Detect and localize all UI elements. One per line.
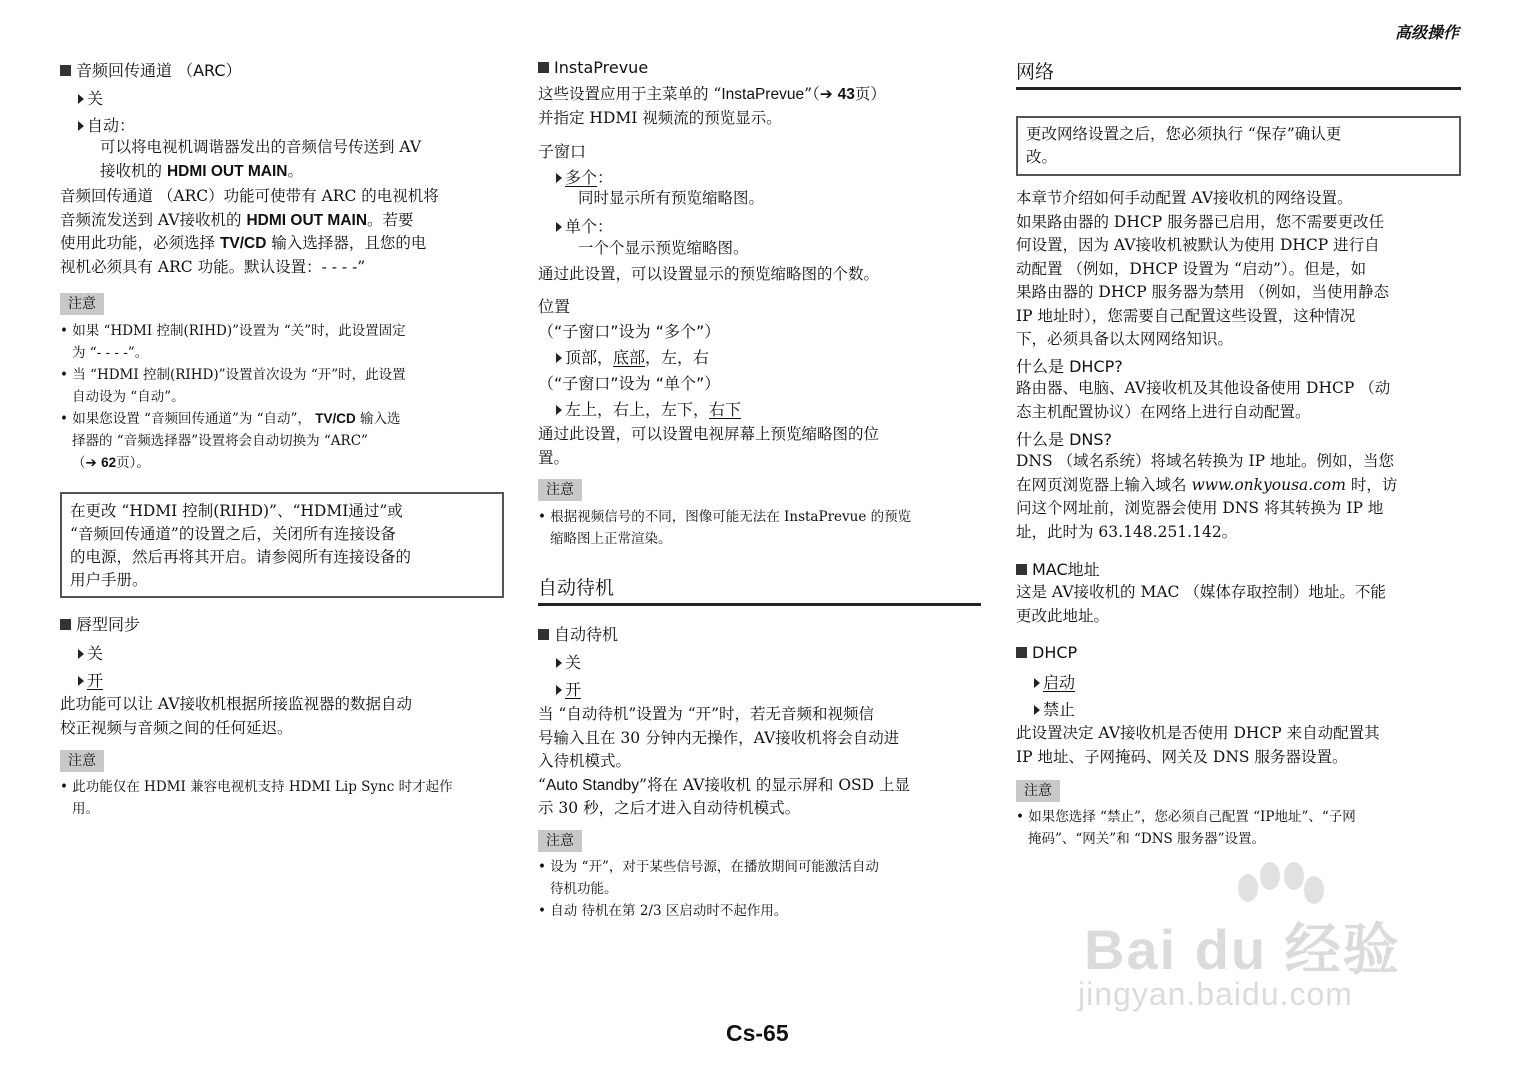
triangle-bullet-icon [78, 676, 84, 686]
arc-heading: 音频回传通道 （ARC） [60, 58, 242, 81]
triangle-bullet-icon [556, 222, 562, 232]
dhcp-paragraph: 此设置决定 AV接收机是否使用 DHCP 来自动配置其 IP 地址、子网掩码、网关及 DNS 服务器设置。 [1016, 724, 1380, 766]
square-bullet-icon [60, 65, 71, 76]
dhcp-notes [1016, 806, 1461, 850]
subwindow-single-desc: 一个个显示预览缩略图。 [578, 239, 749, 257]
triangle-bullet-icon [1034, 705, 1040, 715]
hdmi-warning-box: 在更改 “HDMI 控制(RIHD)”、“HDMI通过”或 “音频回传通道”的设置之后，关闭所有连接设备 的电源，然后再将其开启。请参阅所有连接设备的 用户手册。 [60, 492, 504, 598]
watermark-url: jingyan.baidu.com [1078, 976, 1353, 1012]
arc-auto-desc: 可以将电视机调谐器发出的音频信号传送到 AV 接收机的 HDMI OUT MAIN。 [100, 138, 422, 180]
square-bullet-icon [538, 62, 549, 73]
square-bullet-icon [1016, 647, 1027, 658]
header-title: 高级操作 [1394, 23, 1459, 42]
page-number: Cs-65 [726, 1020, 789, 1046]
auto-standby-option-off: 关 [556, 650, 581, 673]
note-label: 注意 [538, 479, 582, 501]
triangle-bullet-icon [556, 405, 562, 415]
position-single-options: 左上，右上，左下，右下 [556, 397, 741, 420]
lipsync-paragraph: 此功能可以让 AV接收机根据所接监视器的数据自动 校正视频与音频之间的任何延迟。 [60, 695, 413, 737]
square-bullet-icon [60, 619, 71, 630]
arc-option-auto: 自动： [78, 113, 135, 136]
note-item: • 如果 “HDMI 控制(RIHD)”设置为 “关”时，此设置固定 为 “- - - -”。 [60, 320, 504, 364]
instaprevue-heading: InstaPrevue [538, 58, 648, 77]
position-single-condition: （“子窗口”设为 “单个”） [538, 374, 721, 393]
dhcp-option-off: 禁止 [1034, 697, 1075, 720]
arc-option-off: 关 [78, 86, 103, 109]
lipsync-notes [60, 776, 504, 820]
note-item: • 当 “HDMI 控制(RIHD)”设置首次设为 “开”时，此设置 自动设为 “自动”。 [60, 364, 504, 408]
triangle-bullet-icon [556, 685, 562, 695]
mac-heading: MAC地址 [1016, 557, 1100, 580]
note-item: • 如果您选择 “禁止”，您必须自己配置 “IP地址”、“子网 掩码”、“网关”和 “DNS 服务器”设置。 [1016, 806, 1461, 850]
triangle-bullet-icon [78, 121, 84, 131]
position-multi-condition: （“子窗口”设为 “多个”） [538, 322, 721, 341]
note-item: • 如果您设置 “音频回传通道”为 “自动”， TV/CD 输入选 择器的 “音频选择器”设置将会自动切换为 “ARC” （➔ 62页）。 [60, 408, 504, 474]
note-item: • 根据视频信号的不同，图像可能无法在 InstaPrevue 的预览 缩略图上正常渲染。 [538, 506, 981, 550]
instaprevue-notes [538, 506, 981, 550]
note-item: • 设为 “开”，对于某些信号源，在播放期间可能激活自动 待机功能。 [538, 856, 981, 900]
triangle-bullet-icon [78, 649, 84, 659]
dhcp-question: 什么是 DHCP? [1016, 357, 1123, 376]
note-label: 注意 [538, 830, 582, 852]
dhcp-heading: DHCP [1016, 643, 1077, 662]
network-section-title: 网络 [1016, 57, 1461, 90]
triangle-bullet-icon [556, 353, 562, 363]
instaprevue-paragraph: 这些设置应用于主菜单的 “InstaPrevue”（➔ 43页） 并指定 HDMI 视频流的预览显示。 [538, 85, 886, 127]
example-url: www.onkyousa.com [1191, 475, 1346, 494]
dns-question: 什么是 DNS? [1016, 430, 1113, 449]
lipsync-option-off: 关 [78, 641, 103, 664]
position-paragraph: 通过此设置，可以设置电视屏幕上预览缩略图的位 置。 [538, 425, 880, 467]
lipsync-option-on: 开 [78, 668, 103, 691]
position-multi-options: 顶部，底部，左，右 [556, 345, 709, 368]
triangle-bullet-icon [1034, 678, 1040, 688]
subwindow-multi-desc: 同时显示所有预览缩略图。 [578, 189, 765, 207]
auto-standby-section-title: 自动待机 [538, 573, 981, 606]
dhcp-option-on: 启动 [1034, 670, 1075, 693]
triangle-bullet-icon [78, 94, 84, 104]
subwindow-option-multi: 多个： [556, 165, 613, 188]
baidu-watermark [1078, 858, 1438, 1028]
triangle-bullet-icon [556, 173, 562, 183]
square-bullet-icon [538, 629, 549, 640]
triangle-bullet-icon [556, 658, 562, 668]
note-item: • 自动 待机在第 2/3 区启动时不起作用。 [538, 900, 981, 922]
note-label: 注意 [1016, 780, 1060, 802]
lipsync-heading: 唇型同步 [60, 612, 140, 635]
watermark-brand: Bai du 经验 [1084, 918, 1401, 981]
subwindow-paragraph: 通过此设置，可以设置显示的预览缩略图的个数。 [538, 265, 880, 283]
position-heading: 位置 [538, 297, 571, 316]
network-warning-box: 更改网络设置之后，您必须执行 “保存”确认更 改。 [1016, 116, 1461, 176]
network-intro: 本章节介绍如何手动配置 AV接收机的网络设置。 如果路由器的 DHCP 服务器已启用，您不需要更改任 何设置，因为 AV接收机被默认为使用 DHCP 进行自 动配置 （例如，DHCP 设置为 “启动”）。但是，如 果路由器的 DHCP 服务器为禁用 （例如，当使用静态 IP 地址时），您需要自己配置这些设置，这种情况 下，必须具备以太网网络知识。 [1016, 189, 1390, 348]
arc-notes [60, 320, 504, 474]
dhcp-answer: 路由器、电脑、AV接收机及其他设备使用 DHCP （动 态主机配置协议）在网络上进行自动配置。 [1016, 379, 1391, 421]
note-label: 注意 [60, 293, 104, 315]
auto-standby-notes [538, 856, 981, 922]
auto-standby-option-on: 开 [556, 677, 581, 700]
arc-paragraph: 音频回传通道 （ARC）功能可使带有 ARC 的电视机将 音频流发送到 AV接收机的 HDMI OUT MAIN。若要 使用此功能，必须选择 TV/CD 输入选择器，且您的电 视机必须具有 ARC 功能。默认设置：- - - -” [60, 187, 439, 276]
subwindow-option-single: 单个： [556, 214, 613, 237]
mac-paragraph: 这是 AV接收机的 MAC （媒体存取控制）地址。不能 更改此地址。 [1016, 583, 1386, 625]
square-bullet-icon [1016, 564, 1027, 575]
dns-answer: DNS （域名系统）将域名转换为 IP 地址。例如，当您 在网页浏览器上输入域名 www.onkyousa.com 时，访 问这个网址前，浏览器会使用 DNS 将其转换为 IP 地 址，此时为 63.148.251.142。 [1016, 452, 1398, 541]
auto-standby-paragraph: 当 “自动待机”设置为 “开”时，若无音频和视频信 号输入且在 30 分钟内无操作，AV接收机将会自动进 入待机模式。 “Auto Standby”将在 AV接收机 的显示屏和 OSD 上显 示 30 秒，之后才进入自动待机模式。 [538, 705, 911, 817]
auto-standby-heading: 自动待机 [538, 622, 618, 645]
subwindow-heading: 子窗口 [538, 142, 587, 161]
note-label: 注意 [60, 750, 104, 772]
note-item: • 此功能仅在 HDMI 兼容电视机支持 HDMI Lip Sync 时才起作 用。 [60, 776, 504, 820]
